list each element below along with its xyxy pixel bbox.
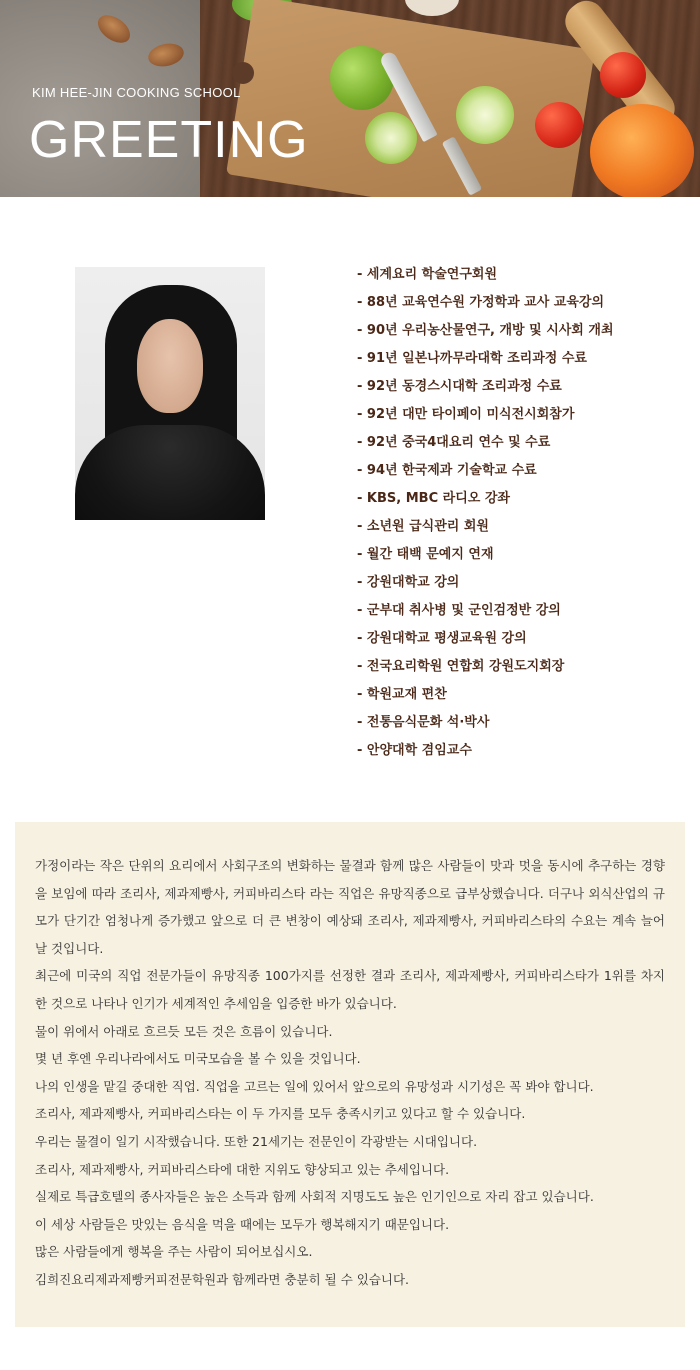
banner-lime-half: [456, 86, 514, 144]
banner-cherry-tomato: [535, 102, 583, 148]
credential-item: - 소년원 급식관리 회원: [357, 519, 489, 534]
photo-body: [75, 425, 265, 520]
banner-cherry-tomato: [600, 52, 646, 98]
credential-item: - 강원대학교 강의: [357, 575, 460, 590]
credential-item: - 90년 우리농산물연구, 개방 및 시사회 개최: [357, 323, 614, 338]
credential-item: - 군부대 취사병 및 군인검정반 강의: [357, 603, 561, 618]
message-paragraph: 조리사, 제과제빵사, 커피바리스타에 대한 지위도 향상되고 있는 추세입니다.: [35, 1161, 450, 1177]
credentials-list: [357, 261, 687, 765]
credential-item: - 학원교재 편찬: [357, 687, 447, 702]
banner-lime-half: [365, 112, 417, 164]
credential-item: - 안양대학 겸임교수: [357, 743, 472, 758]
banner-board-hole: [232, 62, 254, 84]
message-paragraph: 몇 년 후엔 우리나라에서도 미국모습을 볼 수 있을 것입니다.: [35, 1051, 361, 1067]
message-paragraph: 실제로 특급호텔의 종사자들은 높은 소득과 함께 사회적 지명도도 높은 인기인으로 자리 잡고 있습니다.: [35, 1189, 594, 1205]
photo-face: [137, 319, 203, 413]
message-paragraph: 나의 인생을 맡길 중대한 직업. 직업을 고르는 일에 있어서 앞으로의 유망성과 시기성은 꼭 봐야 합니다.: [35, 1078, 594, 1094]
credential-item: - 91년 일본나까무라대학 조리과정 수료: [357, 351, 587, 366]
credential-item: - 전통음식문화 석·박사: [357, 715, 490, 730]
credential-item: - 92년 대만 타이페이 미식전시회참가: [357, 407, 575, 422]
banner-subtitle: KIM HEE-JIN COOKING SCHOOL: [32, 85, 241, 100]
message-paragraph: 최근에 미국의 직업 전문가들이 유망직종 100가지를 선정한 결과 조리사, 제과제빵사, 커피바리스타가 1위를 차지한 것으로 나타나 인기가 세계적인 추세임을 입증한 바가 있습니다.: [35, 968, 665, 1011]
header-banner: [0, 0, 700, 197]
credential-item: - KBS, MBC 라디오 강좌: [357, 491, 510, 506]
message-paragraph: 가정이라는 작은 단위의 요리에서 사회구조의 변화하는 물결과 함께 많은 사람들이 맛과 멋을 동시에 추구하는 경향을 보임에 따라 조리사, 제과제빵사, 커피바리스타 라는 직업은 유망직종으로 급부상했습니다. 더구나 외식산업의 규모가 단기간 엄청나게 증가했고 앞으로 더 큰 변창이 예상돼 조리사, 제과제빵사, 커피바리스타의 수요는 계속 늘어날 것입니다.: [35, 858, 665, 956]
greeting-message-box: [15, 822, 685, 1327]
credential-item: - 92년 동경스시대학 조리과정 수료: [357, 379, 562, 394]
credential-item: - 92년 중국4대요리 연수 및 수료: [357, 435, 551, 450]
credential-item: - 88년 교육연수원 가정학과 교사 교육강의: [357, 295, 605, 310]
message-paragraph: 많은 사람들에게 행복을 주는 사람이 되어보십시오.: [35, 1244, 313, 1260]
credential-item: - 월간 태백 문예지 연재: [357, 547, 494, 562]
page-title: GREETING: [29, 111, 309, 169]
message-paragraph: 김희진요리제과제빵커피전문학원과 함께라면 충분히 될 수 있습니다.: [35, 1271, 410, 1287]
banner-tomato: [590, 104, 694, 197]
message-paragraph: 물이 위에서 아래로 흐르듯 모든 것은 흐름이 있습니다.: [35, 1023, 333, 1039]
credential-item: - 강원대학교 평생교육원 강의: [357, 631, 527, 646]
credential-item: - 세계요리 학술연구회원: [357, 267, 498, 282]
message-paragraph: 조리사, 제과제빵사, 커피바리스타는 이 두 가지를 모두 충족시키고 있다고 할 수 있습니다.: [35, 1106, 526, 1122]
profile-photo: [75, 267, 265, 520]
credential-item: - 94년 한국제과 기술학교 수료: [357, 463, 537, 478]
message-paragraph: 이 세상 사람들은 맛있는 음식을 먹을 때에는 모두가 행복해지기 때문입니다.: [35, 1216, 450, 1232]
credential-item: - 전국요리학원 연합회 강원도지회장: [357, 659, 565, 674]
message-paragraph: 우리는 물결이 일기 시작했습니다. 또한 21세기는 전문인이 각광받는 시대입니다.: [35, 1133, 478, 1149]
